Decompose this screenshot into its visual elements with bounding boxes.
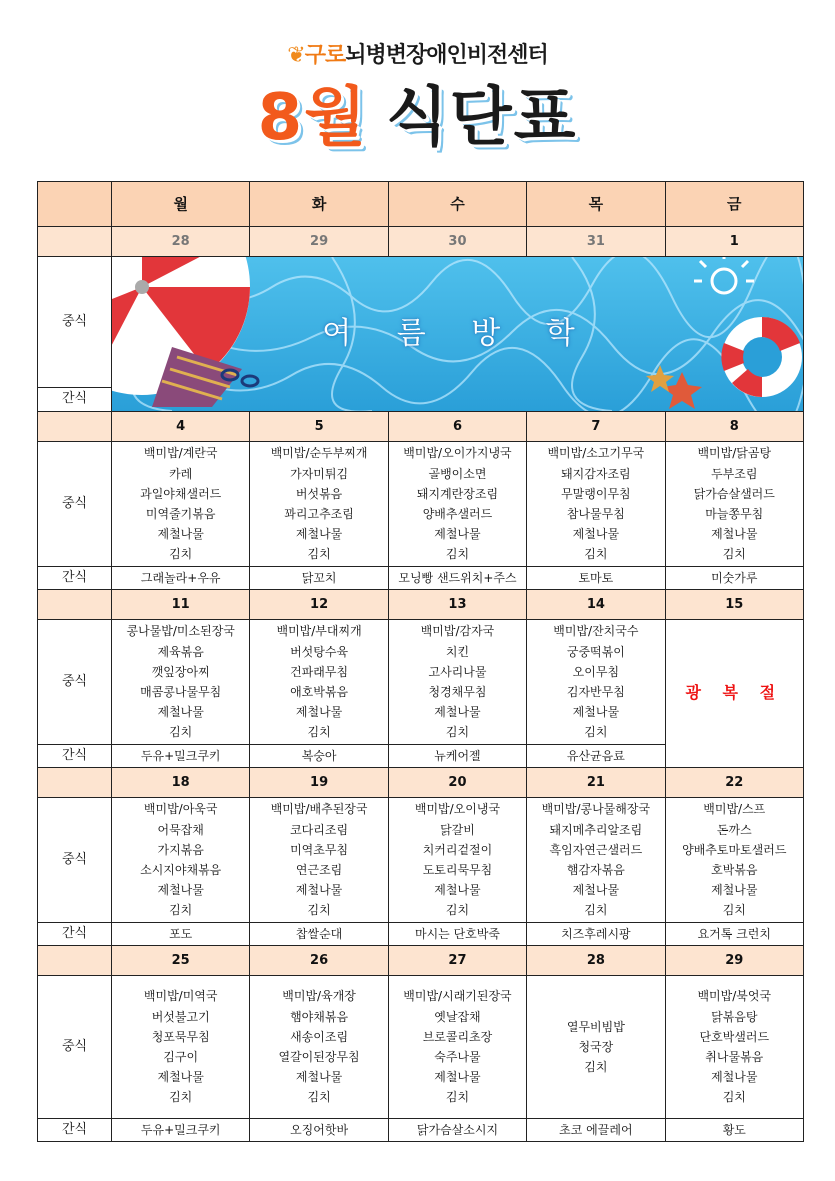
menu-item: 소시지야채볶음 (140, 863, 222, 877)
banner-row (38, 257, 804, 388)
date-cell: 27 (388, 946, 526, 976)
date-cell: 26 (250, 946, 388, 976)
menu-item: 옛날잡채 (434, 1009, 481, 1024)
snack-label: 간식 (38, 387, 112, 411)
menu-item: 제철나물 (434, 705, 481, 720)
menu-item: 제철나물 (572, 705, 620, 720)
menu-item: 김치 (307, 547, 331, 562)
menu-item: 백미밥/잔치국수 (553, 624, 639, 639)
menu-item: 제철나물 (434, 1070, 481, 1085)
menu-item: 코다리조림 (290, 822, 349, 837)
snack-label: 간식 (38, 745, 112, 768)
meal-table (37, 181, 804, 1142)
snack-label: 간식 (38, 923, 112, 946)
menu-item: 깻잎장아찌 (151, 664, 210, 679)
snack-cell: 모닝빵 샌드위치+주스 (388, 567, 526, 590)
menu-item: 돼지계란장조림 (416, 486, 499, 501)
menu-item: 제철나물 (157, 527, 204, 542)
menu-item: 제육볶음 (157, 644, 204, 659)
date-cell: 7 (527, 412, 665, 442)
menu-item: 청포묵무침 (151, 1029, 210, 1044)
menu-item: 치커리겉절이 (422, 842, 493, 857)
menu-item: 제철나물 (434, 527, 481, 542)
menu-item: 돼지메추리알조림 (549, 822, 643, 837)
snack-label: 간식 (38, 1119, 112, 1142)
menu-item: 양배추토마토샐러드 (682, 842, 787, 857)
menu-item: 김치 (445, 547, 470, 562)
snack-cell: 황도 (665, 1119, 803, 1142)
date-cell: 31 (527, 227, 665, 257)
menu-item: 청경채무침 (428, 685, 487, 699)
snack-cell: 오징어핫바 (250, 1119, 388, 1142)
lunch-cell (527, 620, 665, 745)
date-label-cell (38, 227, 112, 257)
menu-item: 백미밥/육개장 (282, 989, 356, 1004)
snack-row (38, 567, 804, 590)
menu-item: 취나물볶음 (705, 1050, 764, 1064)
lunch-cell (250, 798, 388, 923)
menu-item: 백미밥/오이냉국 (414, 802, 501, 817)
lunch-cell (527, 976, 665, 1119)
menu-item: 김치 (722, 547, 746, 562)
menu-item: 백미밥/스프 (703, 802, 766, 817)
date-cell: 21 (527, 768, 665, 798)
snack-cell: 유산균음료 (527, 745, 665, 768)
lunch-label: 중식 (38, 798, 112, 923)
menu-item: 새송이조림 (290, 1029, 349, 1044)
date-cell: 28 (112, 227, 250, 257)
summer-vacation-banner (112, 257, 804, 412)
snack-cell: 포도 (112, 923, 250, 946)
day-wed: 수 (388, 182, 526, 227)
menu-item: 김자반무침 (566, 685, 625, 699)
date-cell: 5 (250, 412, 388, 442)
lunch-cell (665, 976, 803, 1119)
menu-item: 닭볶음탕 (711, 1009, 758, 1024)
menu-item: 김치 (169, 725, 193, 740)
snack-cell: 그래놀라+우유 (112, 567, 250, 590)
date-cell: 8 (665, 412, 803, 442)
date-cell: 12 (250, 590, 388, 620)
date-cell: 29 (250, 227, 388, 257)
menu-item: 김치 (584, 547, 608, 562)
menu-item: 브로콜리초장 (422, 1029, 493, 1044)
date-cell: 18 (112, 768, 250, 798)
date-cell: 22 (665, 768, 803, 798)
snack-cell: 찹쌀순대 (250, 923, 388, 946)
menu-item: 김구이 (163, 1050, 199, 1064)
menu-item: 매콤콩나물무침 (140, 685, 222, 699)
menu-item: 김치 (169, 1090, 193, 1105)
menu-item: 제철나물 (572, 527, 620, 542)
lunch-cell (250, 620, 388, 745)
snack-cell: 닭가슴살소시지 (388, 1119, 526, 1142)
month-label: 8월 (257, 81, 368, 155)
date-label-cell (38, 946, 112, 976)
banner-text: 여 름 방 학 (322, 316, 593, 351)
menu-item: 마늘쫑무침 (705, 507, 764, 521)
lunch-label: 중식 (38, 257, 112, 388)
page-header (0, 0, 835, 175)
menu-item: 김치 (584, 1060, 608, 1075)
org-prefix: 구로 (304, 43, 346, 68)
menu-item: 미역줄기볶음 (145, 507, 216, 521)
menu-item: 제철나물 (295, 1070, 343, 1085)
tree-logo-icon: ❦ (287, 43, 305, 68)
date-cell: 19 (250, 768, 388, 798)
menu-item: 햄감자볶음 (566, 863, 625, 877)
menu-item: 콩나물밥/미소된장국 (126, 624, 235, 639)
menu-item: 백미밥/부대찌개 (276, 624, 362, 639)
menu-item: 백미밥/배추된장국 (270, 802, 368, 817)
snack-cell: 두유+밀크쿠키 (112, 745, 250, 768)
menu-item: 오이무침 (572, 664, 620, 679)
holiday-label: 광 복 절 (685, 683, 784, 702)
menu-item: 호박볶음 (711, 863, 758, 877)
menu-item: 백미밥/오이가지냉국 (403, 446, 512, 461)
date-cell: 13 (388, 590, 526, 620)
snack-cell: 초코 에끌레어 (527, 1119, 665, 1142)
menu-item: 애호박볶음 (290, 685, 349, 699)
snack-cell: 닭꼬치 (250, 567, 388, 590)
menu-item: 양배추샐러드 (422, 507, 493, 521)
lunch-cell (527, 798, 665, 923)
menu-item: 열무비빔밥 (566, 1019, 625, 1034)
date-cell: 30 (388, 227, 526, 257)
menu-item: 제철나물 (572, 883, 620, 898)
menu-item: 연근조림 (295, 863, 343, 877)
menu-item: 어묵잡채 (157, 822, 204, 837)
menu-item: 제철나물 (295, 883, 343, 898)
menu-item: 햄야채볶음 (290, 1009, 349, 1024)
menu-item: 백미밥/콩나물해장국 (541, 802, 651, 817)
menu-item: 청국장 (578, 1039, 614, 1054)
menu-item: 김치 (307, 903, 331, 918)
menu-item: 김치 (584, 725, 608, 740)
date-row (38, 590, 804, 620)
menu-item: 무말랭이무침 (561, 486, 631, 501)
snack-cell: 뉴케어젤 (388, 745, 526, 768)
menu-item: 참나물무침 (566, 507, 625, 521)
menu-item: 백미밥/순두부찌개 (270, 446, 368, 461)
snack-row (38, 1119, 804, 1142)
menu-item: 닭가슴살샐러드 (693, 486, 775, 501)
snack-cell: 요거톡 크런치 (665, 923, 803, 946)
menu-item: 김치 (445, 903, 470, 918)
menu-item: 도토리묵무침 (422, 863, 493, 877)
menu-item: 궁중떡볶이 (566, 644, 625, 659)
menu-item: 김치 (445, 725, 470, 740)
menu-item: 제철나물 (434, 883, 481, 898)
corner-cell (38, 182, 112, 227)
menu-item: 김치 (722, 1090, 746, 1105)
day-thu: 목 (527, 182, 665, 227)
lunch-cell (250, 976, 388, 1119)
menu-item: 카레 (169, 466, 193, 481)
menu-item: 김치 (584, 903, 608, 918)
menu-item: 백미밥/소고기무국 (547, 446, 645, 461)
lunch-row (38, 798, 804, 923)
date-cell: 4 (112, 412, 250, 442)
snack-label: 간식 (38, 567, 112, 590)
menu-item: 과일야채샐러드 (140, 486, 222, 501)
date-row (38, 946, 804, 976)
menu-item: 열갈이된장무침 (278, 1050, 360, 1064)
lunch-cell (388, 976, 526, 1119)
menu-item: 가자미튀김 (290, 466, 349, 481)
snack-cell: 미숫가루 (665, 567, 803, 590)
date-row (38, 227, 804, 257)
day-tue: 화 (250, 182, 388, 227)
title-label: 식단표 (385, 81, 578, 155)
lunch-row (38, 976, 804, 1119)
menu-item: 김치 (307, 1090, 331, 1105)
menu-item: 제철나물 (711, 883, 758, 898)
menu-item: 김치 (445, 1090, 470, 1105)
menu-item: 백미밥/미역국 (143, 989, 218, 1004)
menu-item: 김치 (722, 903, 746, 918)
snack-cell: 복숭아 (250, 745, 388, 768)
lunch-label: 중식 (38, 442, 112, 567)
menu-item: 제철나물 (157, 1070, 204, 1085)
menu-item: 버섯불고기 (151, 1009, 210, 1024)
snack-cell: 두유+밀크쿠키 (112, 1119, 250, 1142)
date-cell: 29 (665, 946, 803, 976)
menu-item: 백미밥/아욱국 (143, 802, 218, 817)
day-mon: 월 (112, 182, 250, 227)
menu-item: 백미밥/닭곰탕 (697, 446, 772, 461)
lunch-label: 중식 (38, 620, 112, 745)
lunch-cell (112, 442, 250, 567)
menu-item: 돈까스 (716, 822, 752, 837)
date-label-cell (38, 590, 112, 620)
menu-item: 제철나물 (157, 883, 204, 898)
page-title (0, 66, 835, 158)
org-rest: 뇌병변장애인비전센터 (345, 43, 548, 68)
date-cell: 25 (112, 946, 250, 976)
snack-row (38, 923, 804, 946)
menu-item: 제철나물 (711, 1070, 758, 1085)
menu-item: 백미밥/시래기된장국 (403, 989, 512, 1004)
menu-item: 버섯볶음 (295, 486, 343, 501)
lunch-cell (527, 442, 665, 567)
menu-item: 제철나물 (295, 705, 343, 720)
menu-item: 백미밥/감자국 (420, 624, 495, 639)
lunch-cell (665, 798, 803, 923)
lunch-cell (112, 976, 250, 1119)
lunch-cell (665, 442, 803, 567)
menu-item: 꽈리고추조림 (284, 507, 354, 521)
menu-item: 제철나물 (711, 527, 758, 542)
lunch-cell (112, 798, 250, 923)
snack-cell: 치즈후레시팡 (527, 923, 665, 946)
snack-cell: 토마토 (527, 567, 665, 590)
lunch-row (38, 620, 804, 745)
menu-item: 닭갈비 (440, 822, 475, 837)
menu-item: 치킨 (445, 644, 470, 659)
menu-item: 두부조림 (711, 466, 758, 481)
date-cell: 6 (388, 412, 526, 442)
lunch-label: 중식 (38, 976, 112, 1119)
date-row (38, 412, 804, 442)
date-cell: 11 (112, 590, 250, 620)
menu-item: 김치 (169, 547, 193, 562)
snack-cell: 마시는 단호박죽 (388, 923, 526, 946)
lunch-row (38, 442, 804, 567)
menu-item: 가지볶음 (157, 842, 204, 857)
menu-item: 건파래무침 (290, 664, 349, 679)
date-cell: 28 (527, 946, 665, 976)
date-row (38, 768, 804, 798)
menu-item: 제철나물 (157, 705, 204, 720)
menu-item: 숙주나물 (434, 1050, 481, 1064)
menu-item: 버섯탕수육 (290, 644, 349, 659)
menu-item: 골뱅이소면 (428, 466, 487, 481)
date-cell: 20 (388, 768, 526, 798)
menu-item: 김치 (307, 725, 331, 740)
menu-item: 미역초무침 (290, 842, 349, 857)
menu-item: 제철나물 (295, 527, 343, 542)
date-cell: 1 (665, 227, 803, 257)
lunch-cell (388, 798, 526, 923)
menu-item: 흑임자연근샐러드 (549, 842, 643, 857)
lunch-cell (112, 620, 250, 745)
menu-item: 단호박샐러드 (699, 1029, 770, 1044)
holiday-cell (665, 620, 803, 768)
day-header-row (38, 182, 804, 227)
lunch-cell (388, 442, 526, 567)
date-label-cell (38, 412, 112, 442)
lunch-cell (250, 442, 388, 567)
lunch-cell (388, 620, 526, 745)
menu-item: 돼지감자조림 (561, 466, 631, 481)
menu-item: 백미밥/북엇국 (697, 989, 772, 1004)
menu-item: 김치 (169, 903, 193, 918)
date-cell: 14 (527, 590, 665, 620)
date-label-cell (38, 768, 112, 798)
day-fri: 금 (665, 182, 803, 227)
org-name (0, 38, 835, 69)
menu-item: 고사리나물 (428, 664, 487, 679)
menu-item: 백미밥/계란국 (143, 446, 218, 461)
date-cell: 15 (665, 590, 803, 620)
